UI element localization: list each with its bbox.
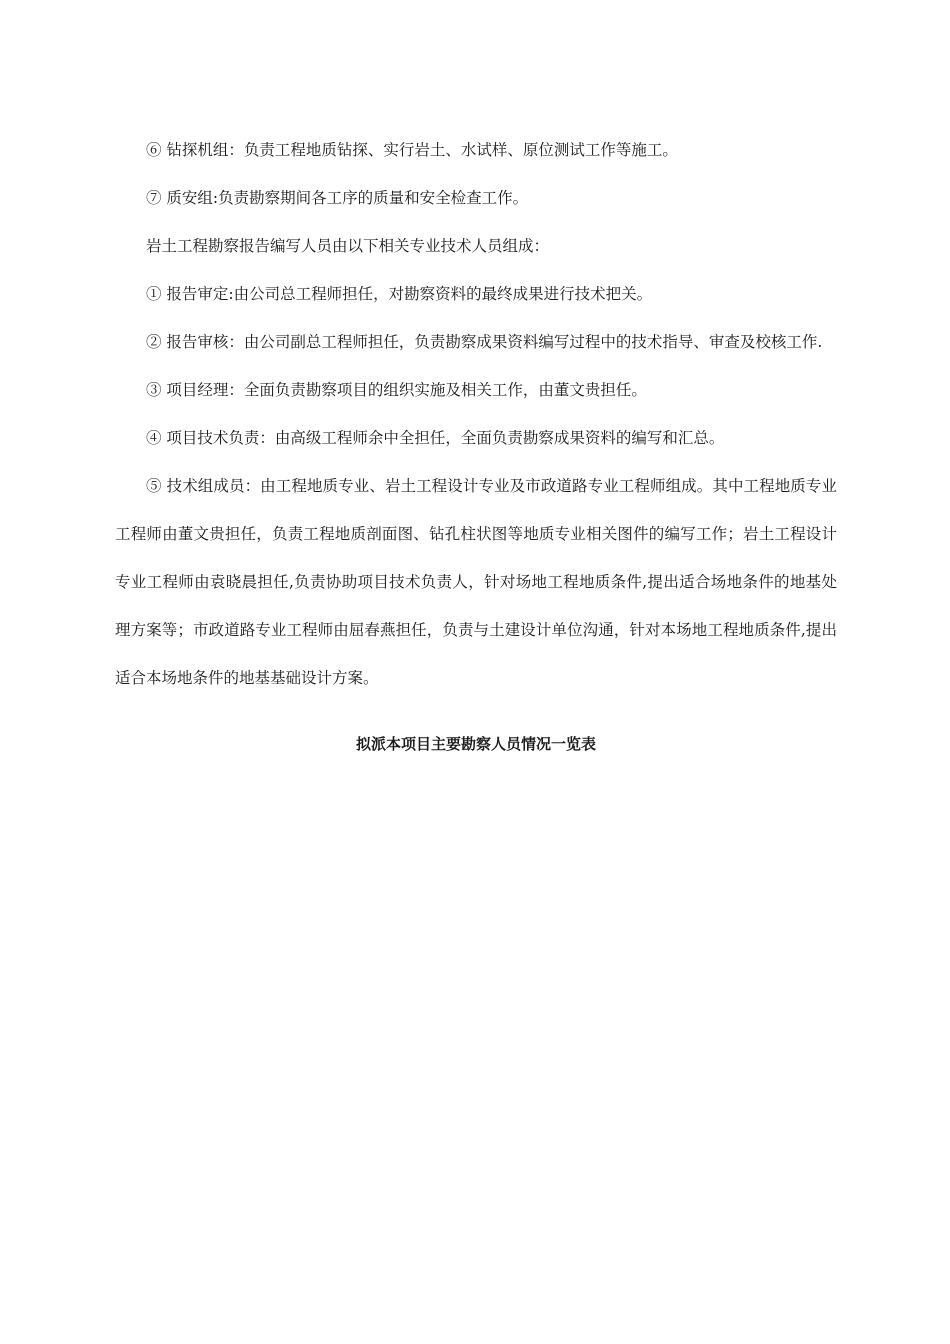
paragraph-drilling-team: ⑥ 钻探机组：负责工程地质钻探、实行岩土、水试样、原位测试工作等施工。: [146, 141, 678, 159]
body-text: [115, 126, 837, 702]
paragraph-quality-safety-team: ⑦ 质安组:负责勘察期间各工序的质量和安全检查工作。: [146, 189, 529, 207]
paragraph-technical-team: ⑤ 技术组成员：由工程地质专业、岩土工程设计专业及市政道路专业工程师组成。其中工程地质专业工程师由董文贵担任，负责工程地质剖面图、钻孔柱状图等地质专业相关图件的编写工作；岩土工程设计专业工程师由袁晓晨担任,负责协助项目技术负责人，针对场地工程地质条件,提出适合场地条件的地基处理方案等；市政道路专业工程师由屈春燕担任，负责与土建设计单位沟通，针对本场地工程地质条件,提出适合本场地条件的地基基础设计方案。: [115, 477, 837, 687]
paragraph-report-review: ② 报告审核：由公司副总工程师担任，负责勘察成果资料编写过程中的技术指导、审查及校核工作.: [146, 333, 823, 351]
table-title: 拟派本项目主要勘察人员情况一览表: [355, 735, 596, 753]
paragraph-technical-lead: ④ 项目技术负责：由高级工程师余中全担任，全面负责勘察成果资料的编写和汇总。: [146, 429, 725, 447]
paragraph-report-approval: ① 报告审定:由公司总工程师担任，对勘察资料的最终成果进行技术把关。: [146, 285, 653, 303]
paragraph-report-staff-intro: 岩土工程勘察报告编写人员由以下相关专业技术人员组成：: [146, 237, 550, 255]
paragraph-project-manager: ③ 项目经理：全面负责勘察项目的组织实施及相关工作，由董文贵担任。: [146, 381, 647, 399]
